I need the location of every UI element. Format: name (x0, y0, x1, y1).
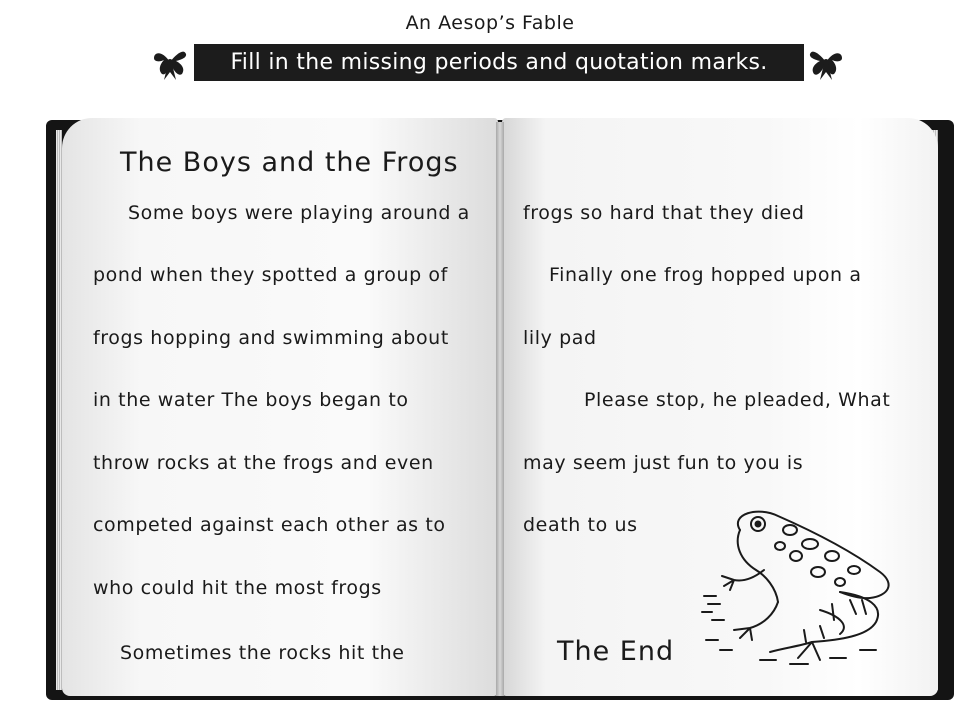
story-line: pond when they spotted a group of (93, 264, 448, 286)
story-line: Finally one frog hopped upon a (549, 264, 862, 286)
story-line: lily pad (523, 327, 597, 349)
story-line: frogs so hard that they died (523, 202, 805, 224)
story-line: frogs hopping and swimming about (93, 327, 449, 349)
story-line: Some boys were playing around a (128, 202, 470, 224)
story-line: Sometimes the rocks hit the (120, 642, 405, 664)
story-line: in the water The boys began to (93, 389, 409, 411)
story-line: Please stop, he pleaded, What (584, 389, 891, 411)
frog-illustration-icon (700, 500, 900, 670)
story-line: competed against each other as to (93, 514, 446, 536)
fleuron-ornament-icon (150, 42, 190, 82)
instruction-banner: Fill in the missing periods and quotation marks. (194, 44, 804, 81)
story-title: The Boys and the Frogs (120, 147, 459, 178)
story-line: who could hit the most frogs (93, 577, 382, 599)
story-line: throw rocks at the frogs and even (93, 452, 434, 474)
book-spine (496, 122, 504, 696)
story-line: may seem just fun to you is (523, 452, 804, 474)
fable-subtitle: An Aesop’s Fable (405, 12, 575, 34)
fleuron-ornament-icon (806, 42, 846, 82)
story-line: death to us (523, 514, 638, 536)
the-end-label: The End (557, 636, 675, 667)
